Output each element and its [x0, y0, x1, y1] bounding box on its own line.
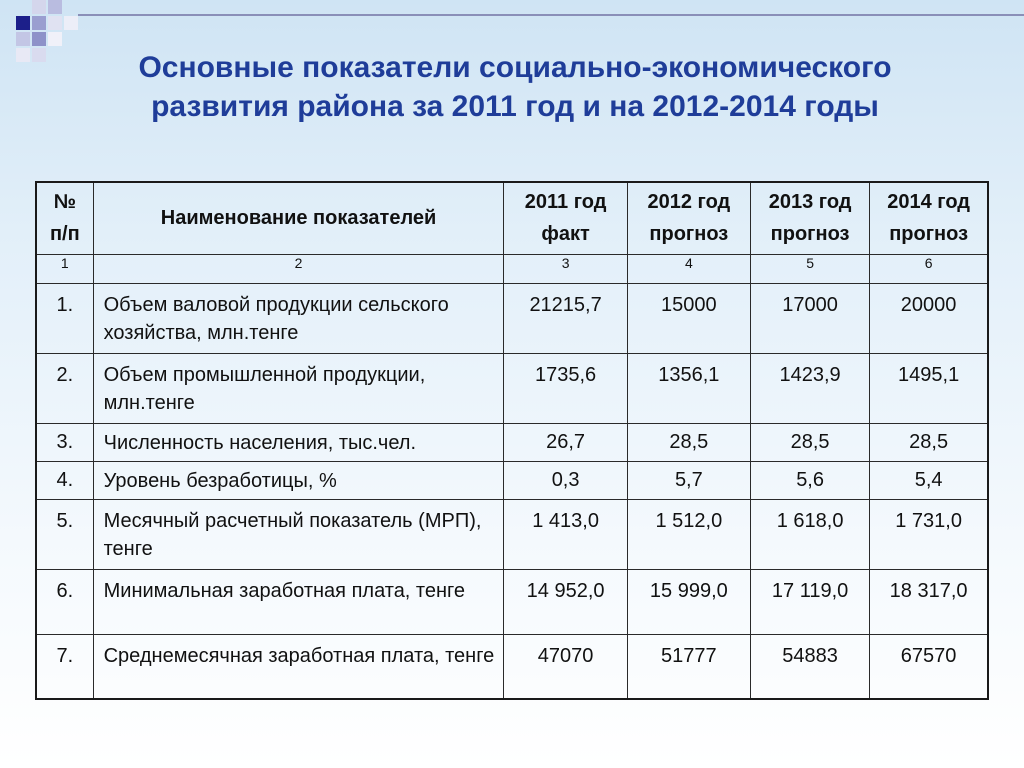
value-2011: 0,3: [504, 461, 627, 499]
row-name: Объем валовой продукции сельского хозяйства, млн.тенге: [93, 283, 504, 353]
header-2012-type: прогноз: [649, 223, 729, 246]
row-number: 5.: [36, 499, 93, 569]
value-2011: 26,7: [504, 423, 627, 461]
value-2012: 1 512,0: [627, 499, 750, 569]
row-number: 7.: [36, 634, 93, 699]
value-2012: 28,5: [627, 423, 750, 461]
value-2011: 1735,6: [504, 353, 627, 423]
value-2014: 1 731,0: [870, 499, 988, 569]
row-number: 6.: [36, 569, 93, 634]
header-num-line2: п/п: [49, 223, 80, 246]
value-2011: 14 952,0: [504, 569, 627, 634]
value-2012: 1356,1: [627, 353, 750, 423]
value-2011: 47070: [504, 634, 627, 699]
header-2014-year: 2014 год: [887, 191, 970, 214]
column-index: 5: [750, 254, 869, 283]
value-2013: 17000: [750, 283, 869, 353]
row-name: Минимальная заработная плата, тенге: [93, 569, 504, 634]
column-index: 2: [93, 254, 504, 283]
value-2013: 5,6: [750, 461, 869, 499]
row-name: Месячный расчетный показатель (МРП), тенге: [93, 499, 504, 569]
row-number: 1.: [36, 283, 93, 353]
table-row: [36, 353, 988, 423]
column-index: 6: [870, 254, 988, 283]
row-name: Среднемесячная заработная плата, тенге: [93, 634, 504, 699]
header-name: Наименование показателей: [93, 182, 504, 254]
header-2012: [627, 182, 750, 254]
value-2014: 67570: [870, 634, 988, 699]
page-title: [40, 48, 990, 126]
value-2013: 54883: [750, 634, 869, 699]
header-2013-type: прогноз: [770, 223, 850, 246]
table-row: [36, 423, 988, 461]
header-2013-year: 2013 год: [768, 191, 852, 214]
value-2012: 5,7: [627, 461, 750, 499]
column-index-row: [36, 254, 988, 283]
value-2014: 28,5: [870, 423, 988, 461]
value-2012: 15 999,0: [627, 569, 750, 634]
header-2011-year: 2011 год: [524, 191, 607, 214]
table-row: [36, 283, 988, 353]
row-number: 2.: [36, 353, 93, 423]
table-row: [36, 634, 988, 699]
header-row: [36, 182, 988, 254]
column-index: 1: [36, 254, 93, 283]
header-2012-year: 2012 год: [647, 191, 731, 214]
header-num: [36, 182, 93, 254]
table-row: [36, 569, 988, 634]
value-2012: 51777: [627, 634, 750, 699]
value-2013: 28,5: [750, 423, 869, 461]
row-name: Уровень безработицы, %: [93, 461, 504, 499]
header-2014: [870, 182, 988, 254]
header-2011-type: факт: [541, 223, 590, 246]
row-number: 4.: [36, 461, 93, 499]
value-2014: 5,4: [870, 461, 988, 499]
header-2011: [504, 182, 627, 254]
row-name: Объем промышленной продукции, млн.тенге: [93, 353, 504, 423]
header-2013: [750, 182, 869, 254]
value-2014: 20000: [870, 283, 988, 353]
column-index: 4: [627, 254, 750, 283]
table-row: [36, 461, 988, 499]
value-2014: 18 317,0: [870, 569, 988, 634]
value-2013: 1423,9: [750, 353, 869, 423]
title-line-1: Основные показатели социально-экономического: [138, 51, 892, 84]
header-2014-type: прогноз: [889, 223, 969, 246]
value-2011: 21215,7: [504, 283, 627, 353]
indicators-table: [35, 181, 989, 700]
column-index: 3: [504, 254, 627, 283]
value-2012: 15000: [627, 283, 750, 353]
top-divider: [78, 14, 1024, 16]
row-name: Численность населения, тыс.чел.: [93, 423, 504, 461]
title-line-2: развития района за 2011 год и на 2012-2014 годы: [151, 90, 879, 123]
value-2013: 1 618,0: [750, 499, 869, 569]
table-row: [36, 499, 988, 569]
value-2014: 1495,1: [870, 353, 988, 423]
row-number: 3.: [36, 423, 93, 461]
value-2013: 17 119,0: [750, 569, 869, 634]
value-2011: 1 413,0: [504, 499, 627, 569]
header-num-line1: №: [53, 191, 76, 214]
